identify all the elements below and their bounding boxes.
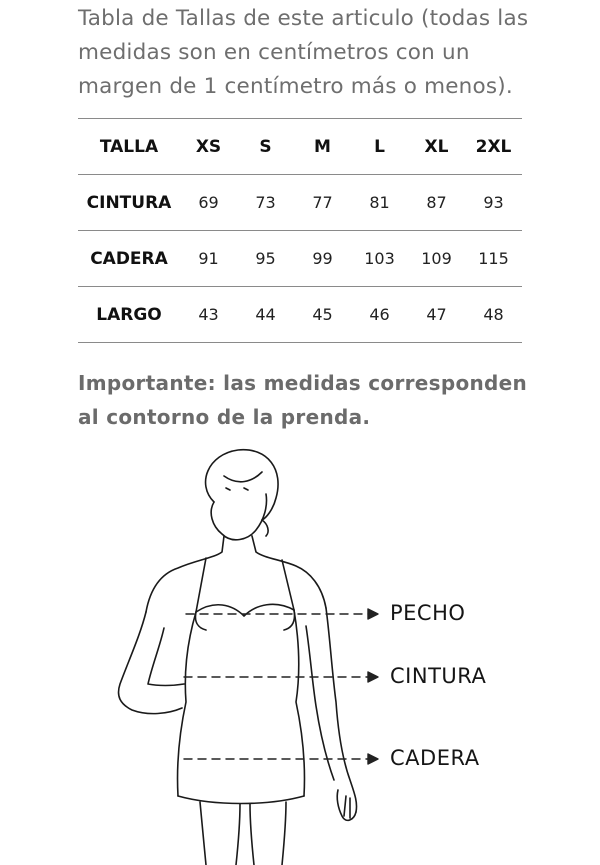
table-cell: 43: [180, 287, 237, 343]
size-header: XS: [180, 119, 237, 175]
torso-icon: [119, 536, 357, 820]
row-label: LARGO: [78, 287, 180, 343]
intro-text: Tabla de Tallas de este articulo (todas las medidas son en centímetros con un margen de 1 centímetro más o menos).: [78, 6, 529, 99]
label-cadera: CADERA: [390, 746, 480, 770]
table-cell: 44: [237, 287, 294, 343]
head-icon: [206, 450, 279, 540]
table-cell: 103: [351, 231, 408, 287]
table-cell: 45: [294, 287, 351, 343]
size-table-header-row: [78, 119, 522, 175]
table-cell: 48: [465, 287, 522, 343]
size-header: M: [294, 119, 351, 175]
table-cell: 91: [180, 231, 237, 287]
size-table: [78, 118, 522, 343]
table-row-cadera: [78, 231, 522, 287]
row-label: CINTURA: [78, 175, 180, 231]
row-label: CADERA: [78, 231, 180, 287]
table-cell: 109: [408, 231, 465, 287]
table-cell: 99: [294, 231, 351, 287]
table-row-cintura: [78, 175, 522, 231]
header-label: TALLA: [78, 119, 180, 175]
size-header: XL: [408, 119, 465, 175]
table-cell: 115: [465, 231, 522, 287]
dress-icon: [177, 558, 304, 804]
important-note: Importante: las medidas corresponden al contorno de la prenda.: [78, 371, 528, 429]
table-cell: 69: [180, 175, 237, 231]
size-header: 2XL: [465, 119, 522, 175]
table-cell: 95: [237, 231, 294, 287]
dress-figure-icon: [0, 440, 600, 865]
table-cell: 87: [408, 175, 465, 231]
table-row-largo: [78, 287, 522, 343]
legs-icon: [200, 802, 286, 865]
table-cell: 73: [237, 175, 294, 231]
table-cell: 81: [351, 175, 408, 231]
label-cintura: CINTURA: [390, 664, 487, 688]
table-cell: 77: [294, 175, 351, 231]
size-header: S: [237, 119, 294, 175]
measurement-lines: [184, 609, 378, 764]
size-header: L: [351, 119, 408, 175]
label-pecho: PECHO: [390, 601, 466, 625]
table-cell: 93: [465, 175, 522, 231]
table-cell: 46: [351, 287, 408, 343]
table-cell: 47: [408, 287, 465, 343]
